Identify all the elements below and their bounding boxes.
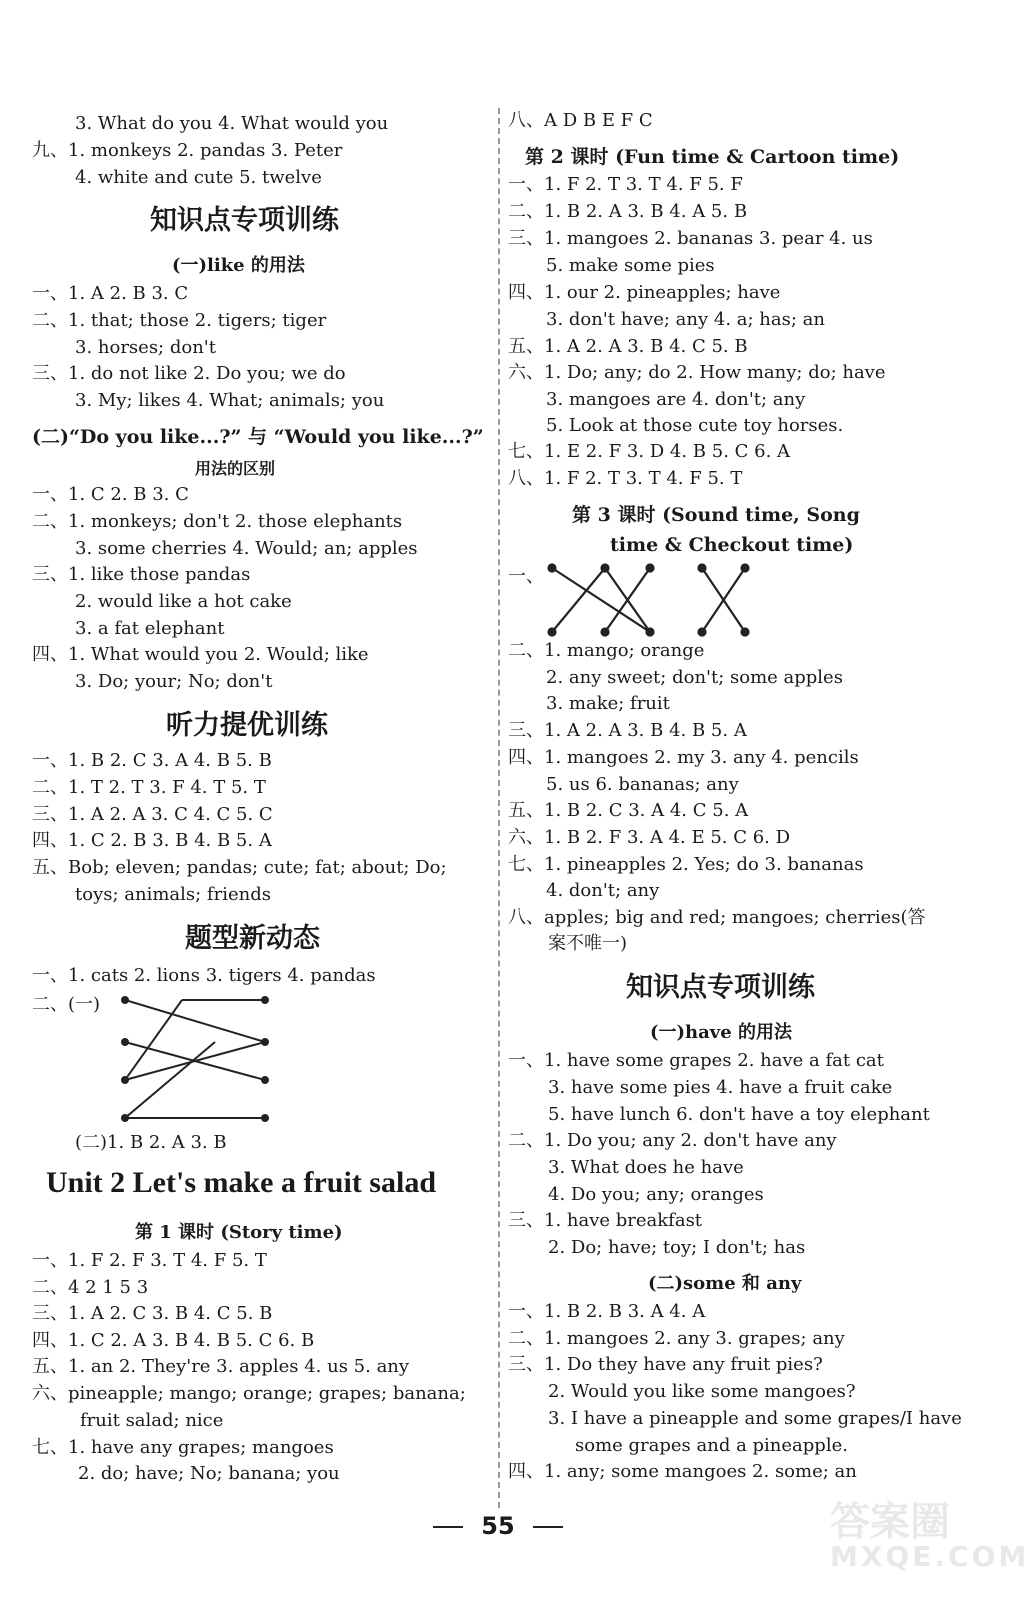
answer-line: 一、1. have some grapes 2. have a fat cat [508,1050,884,1071]
answer-line: 七、1. have any grapes; mangoes [32,1437,334,1458]
answer-line: 二、1. Do you; any 2. don't have any [508,1130,837,1151]
answer-line: 案不唯一) [548,933,628,954]
answer-line: 一、1. F 2. F 3. T 4. F 5. T [32,1250,267,1271]
answer-line: 一、1. F 2. T 3. T 4. F 5. F [508,174,743,195]
answer-line: 一、1. C 2. B 3. C [32,484,189,505]
answer-line: 四、1. What would you 2. Would; like [32,644,369,665]
answer-line: 一、 [508,566,544,587]
section-subtitle: 用法的区别 [195,459,276,478]
section-title: 知识点专项训练 [626,972,815,1003]
answer-line: 八、apples; big and red; mangoes; cherries(答 [508,907,926,928]
answer-line: 二、4 2 1 5 3 [32,1277,149,1298]
answer-line: 四、1. C 2. B 3. B 4. B 5. A [32,830,272,851]
answer-line: 八、1. F 2. T 3. T 4. F 5. T [508,468,743,489]
answer-line: 五、1. an 2. They're 3. apples 4. us 5. any [32,1356,410,1377]
answer-line: 二、1. monkeys; don't 2. those elephants [32,511,403,532]
answer-line: some grapes and a pineapple. [575,1435,848,1456]
answer-line: 三、1. A 2. A 3. B 4. B 5. A [508,720,747,741]
answer-line: 五、1. A 2. A 3. B 4. C 5. B [508,336,748,357]
unit-title: Unit 2 Let's make a fruit salad [46,1166,436,1199]
answer-line: 二、1. B 2. A 3. B 4. A 5. B [508,201,748,222]
answer-line: 5. make some pies [546,255,715,276]
section-subtitle: (一)have 的用法 [650,1022,792,1043]
section-subtitle: (二)“Do you like...?” 与 “Would you like...?” [32,426,484,448]
column-divider [498,108,500,1508]
answer-line: 七、1. E 2. F 3. D 4. B 5. C 6. A [508,441,791,462]
answer-line: (二)1. B 2. A 3. B [75,1132,227,1153]
answer-line: 三、1. have breakfast [508,1210,703,1231]
answer-line: 六、1. Do; any; do 2. How many; do; have [508,362,886,383]
answer-line: 一、1. A 2. B 3. C [32,283,189,304]
answer-line: 3. mangoes are 4. don't; any [546,389,806,410]
answer-line: 5. us 6. bananas; any [546,774,739,795]
answer-line: 3. some cherries 4. Would; an; apples [75,538,418,559]
answer-line: 九、1. monkeys 2. pandas 3. Peter [32,140,343,161]
lesson-title: 第 1 课时 (Story time) [135,1222,343,1243]
answer-line: 2. any sweet; don't; some apples [546,667,843,688]
answer-line: 2. would like a hot cake [75,591,292,612]
answer-line: 4. Do you; any; oranges [548,1184,764,1205]
watermark-url: MXQE.COM [830,1540,1029,1573]
answer-line: 2. do; have; No; banana; you [78,1463,340,1484]
answer-line: 2. Would you like some mangoes? [548,1381,856,1402]
answer-line: 六、pineapple; mango; orange; grapes; banana; [32,1383,466,1404]
answer-line: 4. don't; any [546,880,660,901]
answer-line: 二、(一) [32,994,101,1015]
section-subtitle: (一)like 的用法 [172,255,305,276]
answer-line: 3. a fat elephant [75,618,225,639]
answer-line: 三、1. A 2. A 3. C 4. C 5. C [32,804,273,825]
section-title: 听力提优训练 [166,710,328,741]
matching-lines-diagram [540,560,760,640]
answer-line: 六、1. B 2. F 3. A 4. E 5. C 6. D [508,827,791,848]
lesson-title: 第 3 课时 (Sound time, Song [572,504,860,526]
section-subtitle: (二)some 和 any [648,1273,802,1294]
answer-line: 四、1. our 2. pineapples; have [508,282,781,303]
answer-line: 3. don't have; any 4. a; has; an [546,309,825,330]
matching-lines-diagram [110,990,280,1130]
page-number-value: 55 [481,1512,515,1540]
answer-line: 三、1. like those pandas [32,564,251,585]
dash-left [433,1526,463,1528]
answer-line: 3. I have a pineapple and some grapes/I have [548,1408,962,1429]
answer-line: 一、1. B 2. C 3. A 4. B 5. B [32,750,272,771]
answer-line: 三、1. do not like 2. Do you; we do [32,363,346,384]
answer-line: 三、1. Do they have any fruit pies? [508,1354,823,1375]
answer-line: 3. What do you 4. What would you [75,113,389,134]
answer-line: toys; animals; friends [75,884,271,905]
answer-line: 二、1. mangoes 2. any 3. grapes; any [508,1328,845,1349]
answer-line: 八、A D B E F C [508,110,653,131]
section-title: 题型新动态 [185,923,320,954]
answer-line: 3. make; fruit [546,693,670,714]
answer-line: 3. horses; don't [75,337,216,358]
answer-line: 四、1. mangoes 2. my 3. any 4. pencils [508,747,859,768]
answer-line: 三、1. A 2. C 3. B 4. C 5. B [32,1303,273,1324]
dash-right [533,1526,563,1528]
answer-line: 二、1. that; those 2. tigers; tiger [32,310,327,331]
answer-line: 四、1. C 2. A 3. B 4. B 5. C 6. B [32,1330,315,1351]
answer-line: 2. Do; have; toy; I don't; has [548,1237,806,1258]
answer-line: 5. Look at those cute toy horses. [546,415,844,436]
answer-line: 七、1. pineapples 2. Yes; do 3. bananas [508,854,864,875]
answer-line: 二、1. T 2. T 3. F 4. T 5. T [32,777,266,798]
answer-line: 3. My; likes 4. What; animals; you [75,390,385,411]
answer-line: 3. Do; your; No; don't [75,671,273,692]
answer-line: 三、1. mangoes 2. bananas 3. pear 4. us [508,228,873,249]
answer-line: 4. white and cute 5. twelve [75,167,322,188]
lesson-title: 第 2 课时 (Fun time & Cartoon time) [525,146,900,168]
answer-line: 二、1. mango; orange [508,640,705,661]
answer-line: 四、1. any; some mangoes 2. some; an [508,1461,857,1482]
answer-line: 3. What does he have [548,1157,744,1178]
answer-line: 一、1. B 2. B 3. A 4. A [508,1301,706,1322]
answer-line: 3. have some pies 4. have a fruit cake [548,1077,893,1098]
section-title: 知识点专项训练 [150,205,339,236]
answer-line: 5. have lunch 6. don't have a toy elephant [548,1104,930,1125]
answer-line: fruit salad; nice [80,1410,224,1431]
lesson-title: time & Checkout time) [610,534,854,556]
watermark-logo: 答案圈 [830,1499,950,1545]
answer-line: 五、1. B 2. C 3. A 4. C 5. A [508,800,749,821]
answer-line: 五、Bob; eleven; pandas; cute; fat; about; Do; [32,857,447,878]
answer-line: 一、1. cats 2. lions 3. tigers 4. pandas [32,965,376,986]
